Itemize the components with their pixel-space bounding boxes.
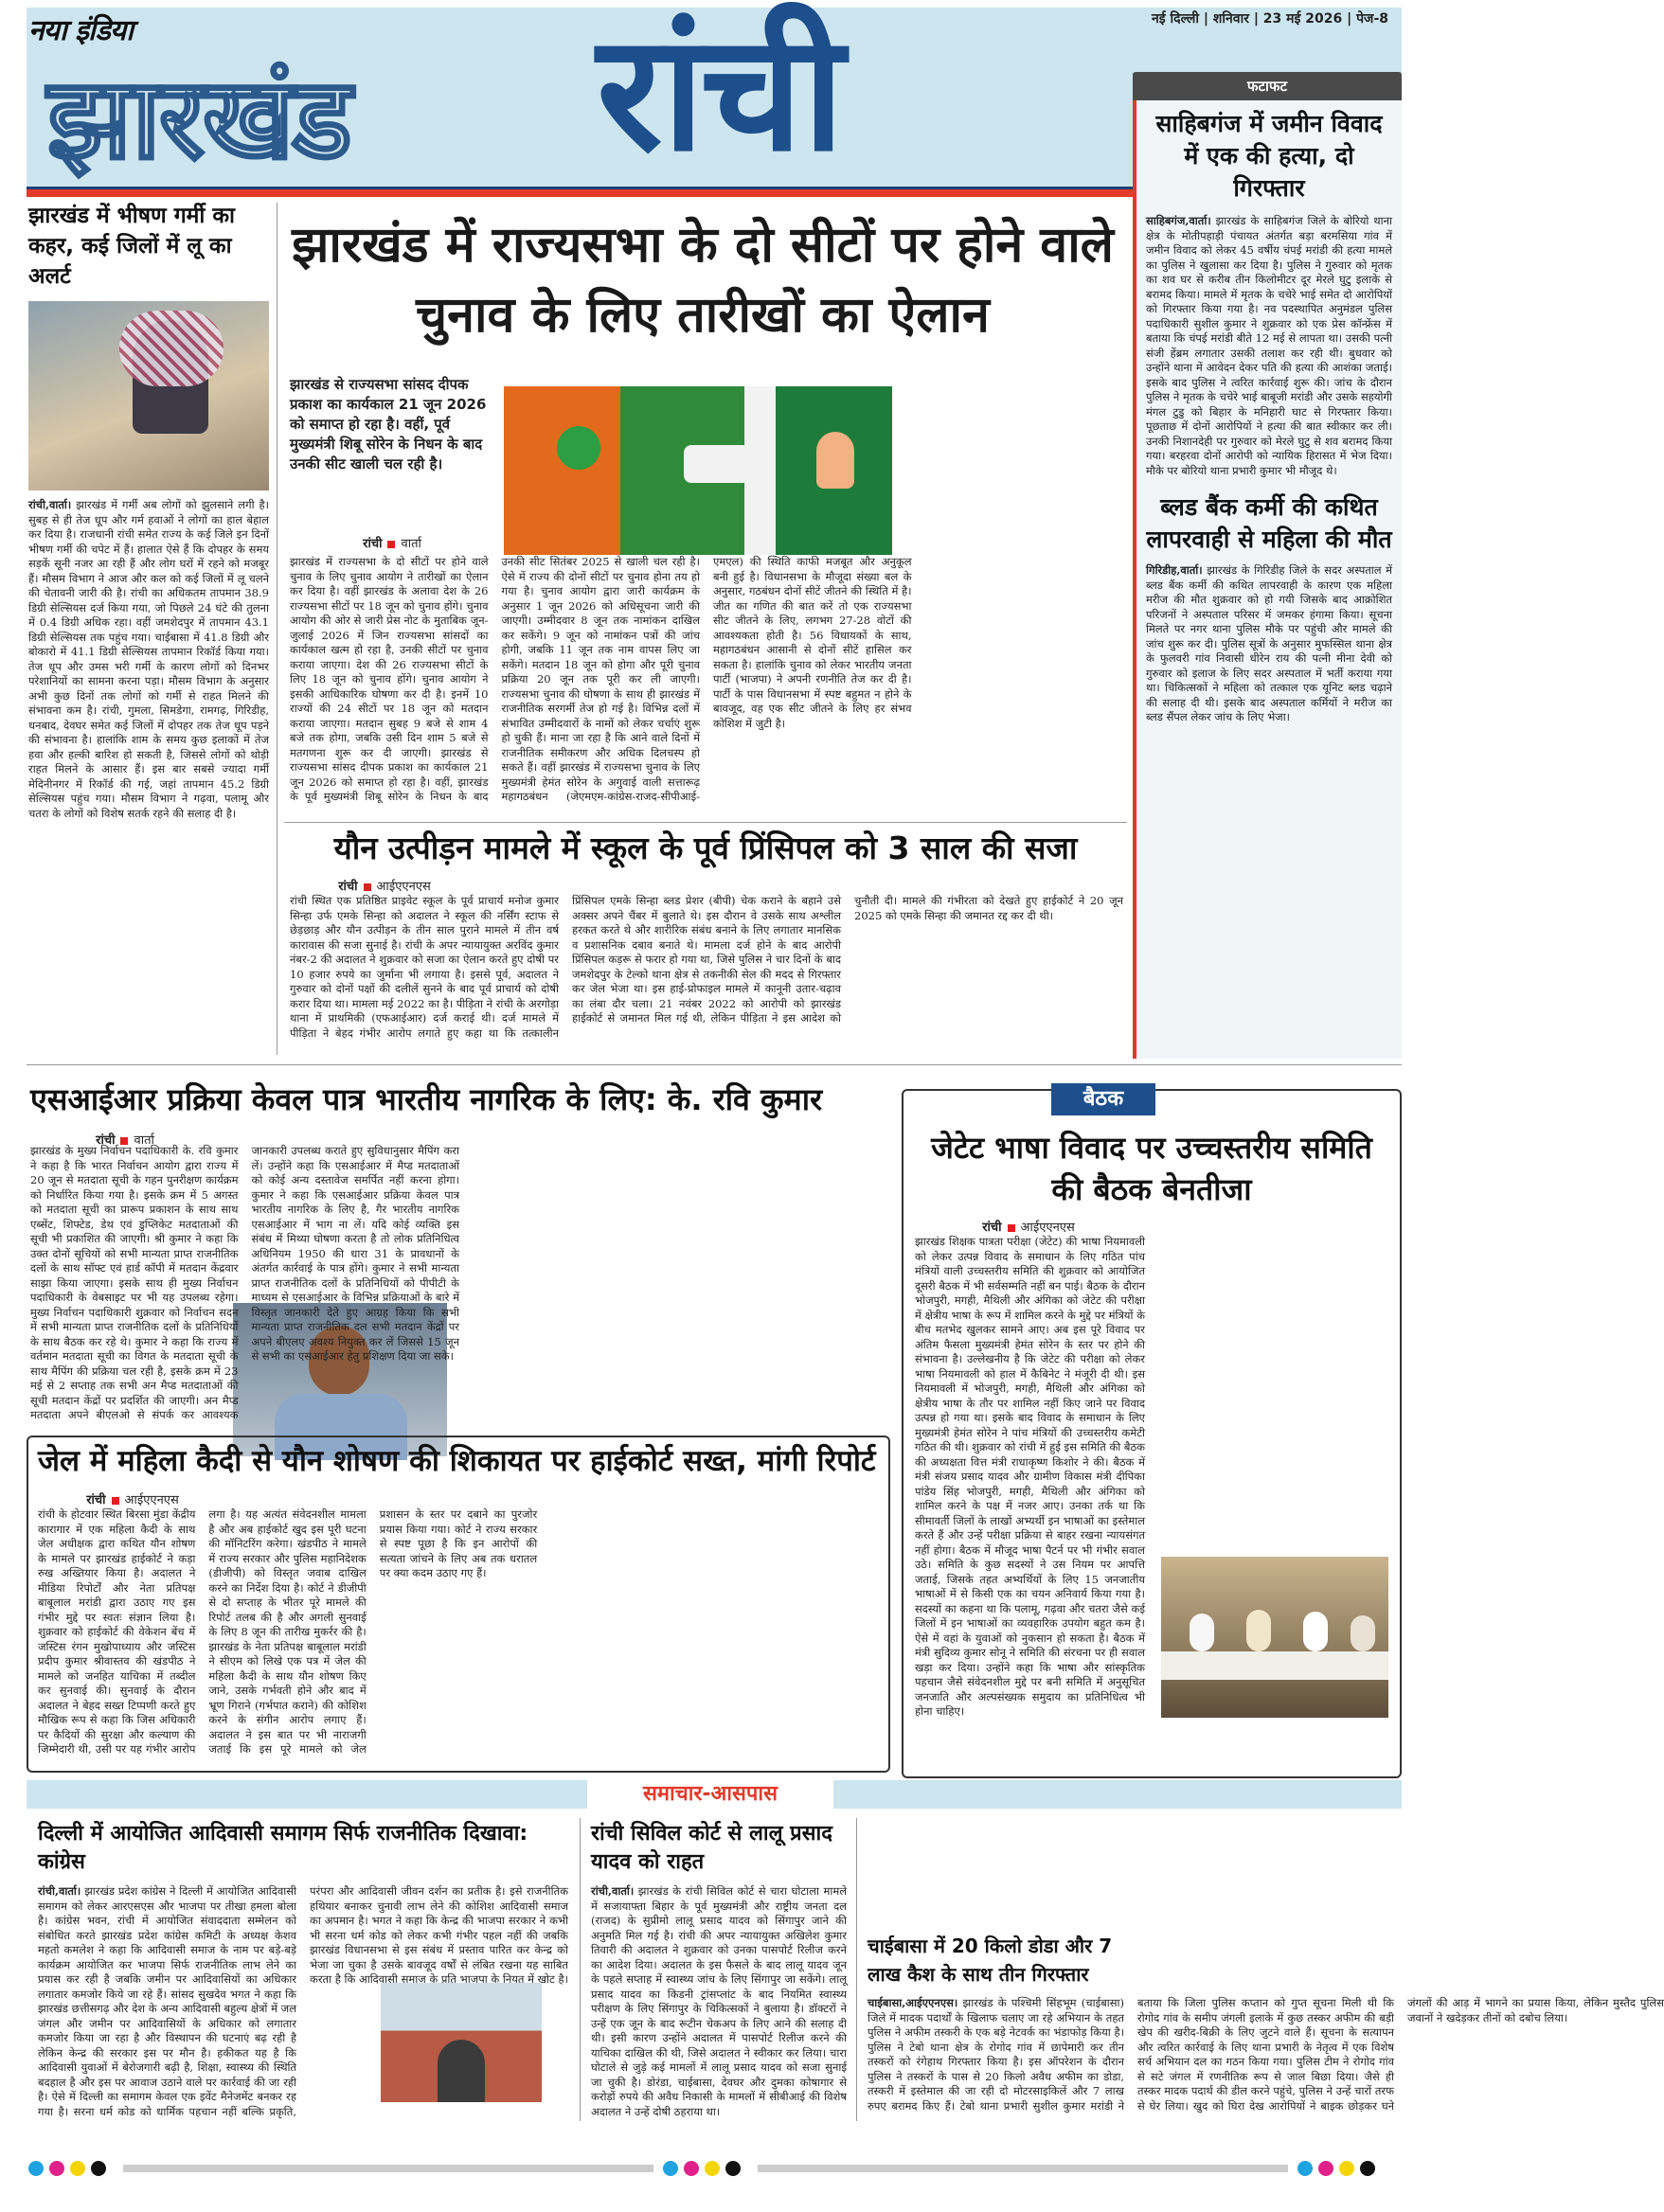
main-quote: झारखंड से राज्यसभा सांसद दीपक प्रकाश का कार्यकाल 21 जून 2026 को समाप्त हो रहा है। वहीं, पूर्व मुख्यमंत्री शिबू सोरेन के निधन के बाद उनकी सीट खाली चल रही है।	[290, 376, 487, 473]
jtet-body	[915, 1235, 1388, 1767]
registration-dot-icon	[705, 2161, 720, 2176]
heat-lead: रांची,वार्ता।	[28, 498, 72, 511]
sir-headline: एसआईआर प्रक्रिया केवल पात्र भारतीय नागरिक के लिए: के. रवि कुमार	[30, 1081, 823, 1117]
registration-dot-icon	[91, 2161, 106, 2176]
lalu-headline: रांची सिविल कोर्ट से लालू प्रसाद यादव को राहत	[591, 1822, 832, 1874]
chaibasa-body	[868, 1996, 1664, 2121]
footer-registration-dots-right	[1297, 2161, 1381, 2180]
sir-body	[30, 1144, 902, 1428]
registration-dot-icon	[1318, 2161, 1333, 2176]
congress-hand-icon	[816, 432, 854, 489]
main-body: झारखंड में राज्यसभा के दो सीटों पर होने वाले चुनाव के लिए चुनाव आयोग ने तारीखों का ऐलान कर दिया है। वहीं झारखंड के अलावा देश के 26 राज्यसभा सीटों पर 18 जून को चुनाव होंगे। चुनाव आयोग की ओर से जारी प्रेस नोट के मुताबिक जून-जुलाई 2026 में जिन राज्यसभा सांसदों का कार्यकाल खत्म हो रहा है, उनकी सीटों पर चुनाव कराया जाएगा। देश की 26 राज्यसभा सीटों के लिए 18 जून को चुनाव होंगे। चुनाव आयोग ने इसकी आधिकारिक घोषणा कर दी है। इनमें 10 राज्यों की 24 सीटों पर 18 जून को मतदान कराया जाएगा। मतदान सुबह 9 बजे से शाम 4 बजे तक होगा, जबकि उसी दिन शाम 5 बजे से मतगणना शुरू कर दी जाएगी। झारखंड से राज्यसभा सांसद दीपक प्रकाश का कार्यकाल 21 जून 2026 को समाप्त हो रहा है। वहीं, झारखंड के पूर्व मुख्यमंत्री शिबू सोरेन के निधन के बाद उनकी सीट सितंबर 2025 से खाली चल रही है। ऐसे में राज्य की दोनों सीटों पर चुनाव होना तय हो गया है। चुनाव आयोग द्वारा जारी कार्यक्रम के अनुसार 1 जून 2026 को अधिसूचना जारी की जाएगी। उम्मीदवार 8 जून तक नामांकन दाखिल कर सकेंगे। 9 जून को नामांकन पत्रों की जांच होगी, जबकि 11 जून तक नाम वापस लिए जा सकेंगे। मतदान 18 जून को होगा और पूरी चुनाव प्रक्रिया 20 जून तक पूरी कर ली जाएगी। राज्यसभा चुनाव की घोषणा के साथ ही झारखंड में राजनीतिक सरगर्मी तेज हो गई है। विभिन्न दलों में संभावित उम्मीदवारों के नामों को लेकर चर्चाएं शुरू हो चुकी हैं। माना जा रहा है कि आने वाले दिनों में राजनीतिक समीकरण और अधिक दिलचस्प हो सकते हैं। वहीं झारखंड में राज्यसभा चुनाव के लिए मुख्यमंत्री हेमंत सोरेन के अगुवाई वाली सत्तारूढ़ महागठबंधन (जेएमएम-कांग्रेस-राजद-सीपीआई-एमएल) की स्थिति काफी मजबूत और अनुकूल बनी हुई है। विधानसभा के मौजूदा संख्या बल के अनुसार, गठबंधन दोनों सीटें जीतने की स्थिति में है। जीत का गणित की बात करें तो एक राज्यसभा सीट जीतने के लिए, लगभग 27-28 वोटों की आवश्यकता होती है। 56 विधायकों के साथ, महागठबंधन आसानी से दोनों सीटें हासिल कर सकता है। हालांकि चुनाव को लेकर भारतीय जनता पार्टी (भाजपा) ने अपनी रणनीति तेज कर दी है। पार्टी के पास विधानसभा में स्पष्ट बहुमत न होने के बावजूद, वह एक सीट जीतने के लिए हर संभव कोशिश में जुटी है।	[290, 555, 912, 803]
party-flags-photo	[504, 386, 892, 555]
jtet-byline-agency: आईएएनएस	[1020, 1221, 1075, 1235]
sidebar-story2-lead: गिरिडीह,वार्ता।	[1146, 563, 1203, 577]
jtet-tab: बैठक	[1051, 1083, 1155, 1115]
jail-text: रांची के होटवार स्थित बिरसा मुंडा केंद्रीय कारागार में एक महिला कैदी के साथ जेल अधीक्षक द्वारा कथित यौन शोषण के मामले पर झारखंड हाईकोर्ट ने कड़ा रुख अख्तियार किया है। अदालत ने मीडिया रिपोर्टों और नेता प्रतिपक्ष बाबूलाल मरांडी द्वारा उठाए गए इस गंभीर मुद्दे पर स्वतः संज्ञान लिया है। शुक्रवार को हाईकोर्ट की वेकेशन बेंच में जस्टिस रंगन मुखोपाध्याय और जस्टिस प्रदीप कुमार श्रीवास्तव की खंडपीठ ने मामले को जनहित याचिका में तब्दील कर सुनवाई की। सुनवाई के दौरान अदालत ने बेहद सख्त टिप्पणी करते हुए मौखिक रूप से कहा कि जिस अधिकारी पर कैदियों की सुरक्षा और कल्याण की जिम्मेदारी थी, उसी पर यह गंभीर आरोप लगा है। यह अत्यंत संवेदनशील मामला है और अब हाईकोर्ट खुद इस पूरी घटना की मॉनिटरिंग करेगा। खंडपीठ ने मामले में राज्य सरकार और पुलिस महानिदेशक (डीजीपी) को विस्तृत जवाब दाखिल करने का निर्देश दिया है। कोर्ट ने डीजीपी से दो सप्ताह के भीतर पूरे मामले की रिपोर्ट तलब की है और अगली सुनवाई के लिए 8 जून की तारीख मुकर्रर की है। झारखंड के नेता प्रतिपक्ष बाबूलाल मरांडी ने सीएम को लिखे एक पत्र में जेल की महिला कैदी के साथ यौन शोषण किए जाने, उसके गर्भवती होने और बाद में भ्रूण गिराने (गर्भपात कराने) की कोशिश करने के संगीन आरोप लगाए हैं। अदालत ने इस बात पर भी नाराजगी जताई कि इस पूरे मामले को जेल प्रशासन के स्तर पर दबाने का पुरजोर प्रयास किया गया। कोर्ट ने राज्य सरकार से स्पष्ट पूछा है कि इन आरोपों की सत्यता जांचने के लिए अब तक धरातल पर क्या कदम उठाए गए हैं।	[38, 1507, 538, 1756]
registration-dot-icon	[70, 2161, 85, 2176]
byline-marker-icon	[1008, 1224, 1015, 1232]
lalu-body	[591, 1884, 847, 2121]
jtet-headline: जेटेट भाषा विवाद पर उच्चस्तरीय समिति की बैठक बेनतीजा	[931, 1130, 1372, 1207]
heat-photo-scarf	[119, 311, 224, 386]
heat-story	[28, 201, 269, 1061]
sidebar-story1-text: झारखंड के साहिबगंज जिले के बोरियो थाना क्षेत्र के मोतीपहाड़ी पंचायत अंतर्गत बड़ा बरमसिया गांव में जमीन विवाद को लेकर 45 वर्षीय चंपई मरांडी की हत्या मामले का पुलिस ने खुलासा कर दिया है। पुलिस ने गुरुवार को मृतक का शव घर से करीब तीन किलोमीटर दूर मेरले घुटु इलाके से बरामद किया। मामले में मृतक के चचेरे भाई समेत दो आरोपियों को गिरफ्तार किया गया है। नव पदस्थापित अनुमंडल पुलिस पदाधिकारी सुशील कुमार ने शुक्रवार को एक प्रेस कॉन्फ्रेंस में बताया कि चंपई मरांडी बीते 12 मई से लापता था। उसकी पत्नी संजी हेंब्रम लगातार उसकी तलाश कर रही थी। बुधवार को उन्होंने थाना में आवेदन देकर पति की हत्या की आशंका जताई। इसके बाद पुलिस ने त्वरित कार्रवाई शुरू की। जांच के दौरान पुलिस ने मृतक के चचेरे भाई बाबूजी मरांडी और उसके सहयोगी मंगल टुडु को बिहार के मनिहारी घाट से गिरफ्तार किया। पूछताछ में दोनों आरोपियों ने हत्या की बात स्वीकार कर ली। उनकी निशानदेही पर गुरुवार को मेरले घुटु से शव बरामद किया गया। बरहरवा दोनों आरोपी को न्यायिक हिरासत में भेज दिया। मौके पर बोरियो थाना प्रभारी कुमार भी मौजूद थे।	[1146, 214, 1392, 477]
heat-body	[28, 498, 269, 821]
heat-headline: झारखंड में भीषण गर्मी का कहर, कई जिलों में लू का अलर्ट	[28, 204, 235, 289]
jail-byline-agency: आईएएनएस	[124, 1493, 179, 1507]
jtet-text: झारखंड शिक्षक पात्रता परीक्षा (जेटेट) की भाषा नियमावली को लेकर उत्पन्न विवाद के समाधान के लिए गठित पांच मंत्रियों वाली उच्चस्तरीय समिति की शुक्रवार को आयोजित दूसरी बैठक में भी सर्वसम्मति नहीं बन पाई। बैठक के दौरान भोजपुरी, मगही, मैथिली और अंगिका को जेटेट की परीक्षा में क्षेत्रीय भाषा के रूप में शामिल करने के मुद्दे पर मंत्रियों के बीच मतभेद खुलकर सामने आए। अब इस पूरे विवाद पर अंतिम फैसला मुख्यमंत्री हेमंत सोरेन के स्तर पर होने की संभावना है। उल्लेखनीय है कि जेटेट की परीक्षा को लेकर भाषा नियमावली को हाल में कैबिनेट ने मंजूरी दी थी। इस नियमावली में भोजपुरी, मगही, मैथिली और अंगिका को क्षेत्रीय भाषा के तौर पर शामिल नहीं किए जाने पर विवाद उत्पन्न हो गया था। इसके बाद विवाद के समाधान के लिए मुख्यमंत्री हेमंत सोरेन ने पांच मंत्रियों की उच्चस्तरीय कमेटी गठित की थी। शुक्रवार को रांची में हुई इस समिति की बैठक की अध्यक्षता वित्त मंत्री राधाकृष्ण किशोर ने की। बैठक में मंत्री संजय प्रसाद यादव और ग्रामीण विकास मंत्री दीपिका पांडेय सिंह भोजपुरी, मगही, मैथिली और अंगिका को शामिल करने के पक्ष में नजर आए। उनका तर्क था कि सीमावर्ती जिलों के लाखों अभ्यर्थी इन भाषाओं का इस्तेमाल करते हैं और उन्हें परीक्षा प्रक्रिया से बाहर रखना न्यायसंगत नहीं होगा। बैठक में मौजूद भाषा पैटर्न पर भी गंभीर सवाल उठे। समिति के कुछ सदस्यों ने उस नियम पर आपत्ति जताई, जिसके तहत अभ्यर्थियों के लिए 15 जनजातीय भाषाओं में से किसी एक का चयन अनिवार्य किया गया है। सदस्यों का कहना था कि पलामू, गढ़वा और चतरा जैसे कई जिलों में इन भाषाओं का व्यवहारिक उपयोग बहुत कम है। ऐसे में वहां के युवाओं को नुकसान हो सकता है। बैठक में मंत्री सुदिव्य कुमार सोनू ने समिति की संरचना पर ही सवाल खड़ा कर दिया। उन्होंने कहा कि भाषा और सांस्कृतिक पहचान जैसे संवेदनशील मुद्दे पर बनी समिति में अनुसूचित जनजाति और अल्पसंख्यक समुदाय का प्रतिनिधित्व भी होना चाहिए।	[915, 1235, 1145, 1718]
registration-dot-icon	[49, 2161, 64, 2176]
sidebar-story2-text: झारखंड के गिरिडीह जिले के सदर अस्पताल में ब्लड बैंक कर्मी की कथित लापरवाही के कारण एक महिला मरीज की मौत शुक्रवार को हो गयी जिसके बाद आक्रोशित परिजनों ने अस्पताल परिसर में जमकर हंगामा किया। सूचना मिलते पर नगर थाना पुलिस मौके पर पहुंची और मामले की जांच शुरू कर दी। पुलिस सूत्रों के अनुसार मुफस्सिल थाना क्षेत्र के फुलवरी गांव निवासी धीरेन राय की पत्नी मीना देवी को गुरुवार को इलाज के लिए सदर अस्पताल में भर्ती कराया गया था। चिकित्सकों ने महिला को तत्काल एक यूनिट ब्लड चढ़ाने की सलाह दी थी। इसके बाद अस्पताल कर्मियों ने मरीज का ब्लड सैंपल लेकर जांच के लिए भेजा।	[1146, 563, 1392, 723]
jtet-byline	[915, 1218, 1142, 1235]
byline-marker-icon	[364, 883, 371, 891]
sidebar-story2-headline: ब्लड बैंक कर्मी की कथित लापरवाही से महिला की मौत	[1146, 493, 1392, 553]
footer-bar-left	[123, 2165, 653, 2172]
main-byline-place: रांची	[363, 537, 383, 551]
registration-dot-icon	[1297, 2161, 1313, 2176]
chaibasa-text: झारखंड के पश्चिमी सिंहभूम (चाईबासा) जिले में मादक पदार्थों के खिलाफ चलाए जा रहे अभियान के तहत पुलिस ने अफीम तस्करी के एक बड़े नेटवर्क का भंडाफोड़ किया है। पुलिस ने टेबो थाना क्षेत्र के रोगोद गांव में छापेमारी कर तीन तस्करों को रंगेहाथ गिरफ्तार किया है। इस ऑपरेशन के दौरान पुलिस ने तस्करों के पास से 20 किलो अवैध अफीम का डोडा, तस्करी में इस्तेमाल की जा रही दो मोटरसाइकिलें और 7 लाख रुपए बरामद किए हैं। टेबो थाना प्रभारी सुशील कुमार मरांडी ने बताया कि जिला पुलिस कप्तान को गुप्त सूचना मिली थी कि रोगोद गांव के समीप जंगली इलाके में कुछ तस्कर अफीम की बड़ी खेप की खरीद-बिक्री के लिए जुटने वाले हैं। सूचना के सत्यापन और त्वरित कार्रवाई के लिए थाना प्रभारी के नेतृत्व में एक विशेष सर्च अभियान दल का गठन किया गया। पुलिस टीम ने रोगोद गांव से सटे जंगल में रणनीतिक रूप से जाल बिछा दिया। जैसे ही तस्कर मादक पदार्थ की डील करने पहुंचे, पुलिस ने उन्हें चारों तरफ से घेर लिया। खुद को घिरा देख आरोपियों ने बाइक छोड़कर घने जंगलों की आड़ में भागने का प्रयास किया, लेकिन मुस्तैद पुलिस जवानों ने खदेड़कर तीनों को दबोच लिया।	[868, 1996, 1664, 2113]
section-band-label: समाचार-आसपास	[587, 1780, 833, 1809]
principal-top-rule	[284, 822, 1127, 823]
main-byline	[290, 534, 494, 551]
registration-dot-icon	[725, 2161, 741, 2176]
footer-registration-dots-mid	[663, 2161, 746, 2180]
principal-body: रांची स्थित एक प्रतिष्ठित प्राइवेट स्कूल के पूर्व प्राचार्य मनोज कुमार सिन्हा उर्फ एमके सिन्हा को अदालत ने स्कूल की नर्सिंग स्टाफ से छेड़छाड़ और यौन उत्पीड़न के तीन साल पुराने मामले में तीन वर्ष कारावास की सजा सुनाई है। रांची के अपर न्यायायुक्त अरविंद कुमार नंबर-2 की अदालत ने शुक्रवार को सजा का ऐलान करते हुए दोषी पर 10 हजार रुपये का जुर्माना भी लगाया है। इससे पूर्व, अदालत ने गुरुवार को दोनों पक्षों की दलीलें सुनने के बाद पूर्व प्राचार्य को दोषी करार दिया था। मामला मई 2022 का है। पीड़िता ने रांची के अरगोड़ा थाना में प्राथमिकी (एफआईआर) दर्ज कराई थी। दर्ज मामले में पीड़िता ने बेहद गंभीर आरोप लगाते हुए कहा था कि तत्कालीन प्रिंसिपल एमके सिन्हा ब्लड प्रेशर (बीपी) चेक कराने के बहाने उसे अक्सर अपने चैंबर में बुलाते थे। इस दौरान वे उसके साथ अश्लील हरकत करते थे और शारीरिक संबंध बनाने के लिए लगातार मानसिक व प्रशासनिक दबाव बनाते थे। मामला दर्ज होने के बाद आरोपी प्रिंसिपल कड़रू से फरार हो गया था, जिसे पुलिस ने चार दिनों के बाद जमशेदपुर के टेल्को थाना क्षेत्र से तकनीकी सेल की मदद से गिरफ्तार कर जेल भेजा था। इस हाई-प्रोफाइल मामले में कानूनी उतार-चढ़ाव का लंबा दौर चला। 21 नवंबर 2022 को आरोपी को झारखंड हाईकोर्ट से जमानत मिल गई थी, लेकिन पीड़िता ने इस आदेश को चुनौती दी। मामले की गंभीरता को देखते हुए हाईकोर्ट ने 20 जून 2025 को एमके सिन्हा की जमानत रद्द कर दी थी।	[290, 894, 1123, 1040]
tribal-body	[38, 1884, 568, 2121]
jail-byline	[38, 1490, 227, 1507]
main-byline-agency: वार्ता	[401, 537, 421, 551]
tribal-lead: रांची,वार्ता।	[38, 1884, 81, 1898]
heat-text: झारखंड में गर्मी अब लोगों को झुलसाने लगी है। सुबह से ही तेज धूप और गर्म हवाओं ने लोगों का हाल बेहाल कर दिया है। राजधानी रांची समेत राज्य के कई जिले इन दिनों भीषण गर्मी की चपेट में हैं। हालात ऐसे हैं कि दोपहर के समय सड़कें सूनी नजर आ रही हैं और लोग घरों में रहने को मजबूर हैं। मौसम विभाग ने आज और कल को कई जिलों में लू चलने की चेतावनी जारी की है। रांची का अधिकतम तापमान 38.9 डिग्री सेल्सियस दर्ज किया गया, जो पिछले 24 घंटे की तुलना में 0.4 डिग्री अधिक रहा। वहीं जमशेदपुर में तापमान 43.1 डिग्री सेल्सियस तक पहुंच गया। चाईबासा में 41.8 डिग्री और बोकारो में 41.1 डिग्री सेल्सियस तापमान रिकॉर्ड किया गया। तेज धूप और उमस भरी गर्मी के कारण लोगों को दिनभर परेशानियों का सामना करना पड़ा। मौसम विभाग के अनुसार अभी कुछ दिनों तक लोगों को गर्मी से राहत मिलने की संभावना कम है। रांची, गुमला, सिमडेगा, रामगढ़, गिरिडीह, धनबाद, देवघर समेत कई जिलों में दोपहर तक तेज धूप पड़ने की संभावना है। हालांकि शाम के समय कुछ इलाकों में तेज हवा और हल्की बारिश हो सकती है, जिससे लोगों को थोड़ी राहत मिलने के आसार हैं। इस बार सबसे ज्यादा गर्मी मेदिनीनगर में रिकॉर्ड की गई, जहां तापमान 45.2 डिग्री सेल्सियस पहुंच गया। मौसम विभाग ने गढ़वा, पलामू और चतरा के लोगों को विशेष सतर्क रहने की सलाह दी है।	[28, 498, 270, 820]
sir-byline-place: रांची	[96, 1133, 116, 1148]
principal-headline: यौन उत्पीड़न मामले में स्कूल के पूर्व प्रिंसिपल को 3 साल की सजा	[333, 830, 1078, 866]
lalu-lead: रांची,वार्ता।	[591, 1884, 635, 1898]
tribal-text: झारखंड प्रदेश कांग्रेस ने दिल्ली में आयोजित आदिवासी समागम को लेकर आरएसएस और भाजपा पर तीखा हमला बोला है। कांग्रेस भवन, रांची में आयोजित संवाददाता सम्मेलन को संबोधित करते झारखंड प्रदेश कांग्रेस कमिटी के अध्यक्ष केशव महतो कमलेश ने कहा कि आदिवासी समाज के नाम पर बड़े-बड़े कार्यक्रम आयोजित कर भाजपा सिर्फ राजनीतिक लाभ लेने का प्रयास कर रही है जबकि जमीन पर आदिवासियों का अधिकार लगातार कमजोर किये जा रहे हैं। सांसद सुखदेव भगत ने कहा कि झारखंड छत्तीसगढ़ और देश के अन्य आदिवासी बहुल्य क्षेत्रों में जल जंगल और जमीन पर आदिवासियों के अधिकार को लगातार कमजोर किया जा रहा है और विस्थापन की घटनाएं बढ़ रही है लेकिन केन्द्र की सरकार इस पर मौन है। हकीकत यह है कि आदिवासी युवाओं में बेरोजगारी बढ़ी है, शिक्षा, स्वास्थ्य की स्थिति बदहाल है और इस पर आवाज उठाने वाले पर कार्रवाई की जा रही है। ऐसे में दिल्ली का समागम केवल एक इवेंट मैनेजमेंट बनकर रह गया है। सरना धर्म कोड को धार्मिक पहचान नहीं बल्कि प्रकृति, परंपरा और आदिवासी जीवन दर्शन का प्रतीक है। इसे राजनीतिक हथियार बनाकर चुनावी लाभ लेने की कोशिश आदिवासी समाज का अपमान है। भगत ने कहा कि केन्द्र की भाजपा सरकार ने कभी भी सरना धर्म कोड को लेकर कभी गंभीर पहल नहीं की जबकि झारखंड विधानसभा से इस संबंध में प्रस्ताव पारित कर केन्द्र को भेजा जा चुका है उसके बावजूद वर्षों से लंबित रखना यह साबित करता है कि आदिवासी समाज के प्रति भाजपा के नियत में खोट है।	[38, 1884, 568, 2118]
sidebar-story1-headline: साहिबगंज में जमीन विवाद में एक की हत्या, दो गिरफ्तार	[1155, 110, 1383, 202]
registration-dot-icon	[684, 2161, 699, 2176]
sidebar-story2-body	[1146, 563, 1392, 725]
sidebar-story1-lead: साहिबगंज,वार्ता।	[1146, 214, 1211, 227]
registration-dot-icon	[28, 2161, 44, 2176]
heat-photo	[28, 301, 269, 491]
byline-marker-icon	[387, 541, 395, 548]
jtet-byline-place: रांची	[982, 1221, 1002, 1235]
sidebar-tab: फटाफट	[1133, 72, 1402, 100]
lalu-text: झारखंड के रांची सिविल कोर्ट से चारा घोटाला मामले में सजायाफ्ता बिहार के पूर्व मुख्यमंत्री और राष्ट्रीय जनता दल (राजद) के सुप्रीमो लालू प्रसाद यादव को सिंगापुर जाने की अनुमति मिल गई है। रांची की अपर न्यायायुक्त अखिलेश कुमार तिवारी की अदालत ने शुक्रवार को उनका पासपोर्ट रिलीज करने का आदेश दिया। अदालत के इस फैसले के बाद लालू यादव जून के पहले सप्ताह में स्वास्थ्य जांच के लिए सिंगापुर जा सकेंगे। लालू प्रसाद यादव का किडनी ट्रांसप्लांट के बाद नियमित स्वास्थ्य परीक्षण के लिए सिंगापुर के चिकित्सकों ने बुलाया है। डॉक्टरों ने उन्हें एक जून के बाद रूटीन चेकअप के लिए आने की सलाह दी थी। इसी कारण उन्होंने अदालत में पासपोर्ट रिलीज करने की याचिका दाखिल की थी, जिसे अदालत ने स्वीकार कर लिया। चारा घोटाले से जुड़े कई मामलों में लालू प्रसाद यादव को सजा सुनाई जा चुकी है। डोरंडा, चाईबासा, देवघर और दुमका कोषागार से करोड़ों रुपये की अवैध निकासी के मामलों में सीबीआई की विशेष अदालत ने उन्हें दोषी ठहराया था।	[591, 1884, 847, 2118]
sir-top-rule	[27, 1064, 1402, 1065]
bottom-rule-2	[856, 1818, 857, 2121]
chaibasa-headline: चाईबासा में 20 किलो डोडा और 7 लाख कैश के साथ तीन गिरफ्तार	[868, 1935, 1113, 1986]
jail-byline-place: रांची	[86, 1493, 106, 1507]
registration-dot-icon	[663, 2161, 678, 2176]
masthead-red-rule	[27, 189, 1154, 197]
chaibasa-lead: चाईबासा,आईएएनएस।	[868, 1996, 958, 2009]
sir-byline-agency: वार्ता	[134, 1133, 154, 1148]
principal-byline-place: रांची	[338, 880, 358, 894]
principal-byline	[290, 877, 479, 894]
sidebar-story1-body	[1146, 214, 1392, 478]
sidebar-panel	[1133, 100, 1402, 1059]
byline-marker-icon	[112, 1497, 119, 1505]
newspaper-brand: नया इंडिया	[28, 14, 133, 47]
tribal-headline: दिल्ली में आयोजित आदिवासी समागम सिर्फ राजनीतिक दिखावा: कांग्रेस	[38, 1822, 528, 1874]
section-city-title: रांची	[597, 0, 841, 187]
jail-body	[38, 1507, 879, 1765]
dateline: नई दिल्ली | शनिवार | 23 मई 2026 | पेज-8	[1152, 11, 1388, 27]
jail-headline: जेल में महिला कैदी से यौन शोषण की शिकायत पर हाईकोर्ट सख्त, मांगी रिपोर्ट	[38, 1444, 876, 1478]
main-headline: झारखंड में राज्यसभा के दो सीटों पर होने वाले चुनाव के लिए तारीखों का ऐलान	[292, 217, 1114, 344]
section-state-title: झारखंड	[47, 53, 350, 184]
principal-byline-agency: आईएएनएस	[376, 880, 431, 894]
bjp-lotus-icon	[557, 426, 600, 470]
sir-text: झारखंड के मुख्य निर्वाचन पदाधिकारी के. रवि कुमार ने कहा है कि भारत निर्वाचन आयोग द्वारा राज्य में 20 जून से मतदाता सूची के गहन पुनरीक्षण कार्यक्रम को निर्धारित किया गया है। इसके क्रम में 5 अगस्त को मतदाता सूची का प्रारूप प्रकाशन के साथ साथ एब्सेंट, शिफ्टेड, डेथ एवं डुप्लिकेट मतदाताओं की सूची भी प्रकाशित की जाएगी। श्री कुमार ने कहा कि उक्त दोनों सूचियों को सभी मान्यता प्राप्त राजनीतिक दलों के साथ सॉफ्ट एवं हार्ड कॉपी में मतदान केंद्रवार साझा किया जाएगा। इसके साथ ही मुख्य निर्वाचन पदाधिकारी के वेबसाइट पर भी यह उपलब्ध रहेगा। मुख्य निर्वाचन पदाधिकारी शुक्रवार को निर्वाचन सदन में सभी मान्यता प्राप्त राजनीतिक दलों के प्रतिनिधियों के साथ बैठक कर रहे थे। कुमार ने कहा कि राज्य में वर्तमान मतदाता सूची का विगत के मतदाता सूची के साथ मैपिंग की प्रक्रिया चल रही है, इसके क्रम में 23 मई से 2 सप्ताह तक सभी अन मैप्ड मतदाताओं की सूची मतदान केंद्रों पर प्रदर्शित की जाएगी। अन मैप्ड मतदाता अपने बीएलओ से संपर्क कर आवश्यक जानकारी उपलब्ध कराते हुए सुविधानुसार मैपिंग करा लें। उन्होंने कहा कि एसआईआर में मैप्ड मतदाताओं को कोई अन्य दस्तावेज समर्पित नहीं करना होगा। कुमार ने कहा कि एसआईआर प्रक्रिया केवल पात्र भारतीय नागरिक के लिए है, गैर भारतीय नागरिक एसआईआर में भाग ना लें। यदि कोई व्यक्ति इस संबंध में मिथ्या घोषणा करता है तो लोक प्रतिनिधित्व अधिनियम 1950 की धारा 31 के प्रावधानों के अंतर्गत कार्रवाई के पात्र होंगे। कुमार ने सभी मान्यता प्राप्त राजनीतिक दलों के प्रतिनिधियों को पीपीटी के माध्यम से एसआईआर के विभिन्न प्रक्रियाओं के बारे में विस्तृत जानकारी देते हुए आग्रह किया कि सभी मान्यता प्राप्त राजनीतिक दल सभी मतदान केंद्रों पर अपने बीएलए अवश्य नियुक्त कर लें जिससे 15 जून से सभी का एसआईआर हेतु प्रशिक्षण दिया जा सके।	[30, 1144, 459, 1421]
registration-dot-icon	[1339, 2161, 1354, 2176]
jmm-flag-icon	[684, 445, 750, 483]
registration-dot-icon	[1360, 2161, 1375, 2176]
footer-registration-dots-left	[28, 2161, 112, 2180]
footer-bar-right	[758, 2165, 1288, 2172]
bottom-rule-1	[580, 1818, 581, 2121]
